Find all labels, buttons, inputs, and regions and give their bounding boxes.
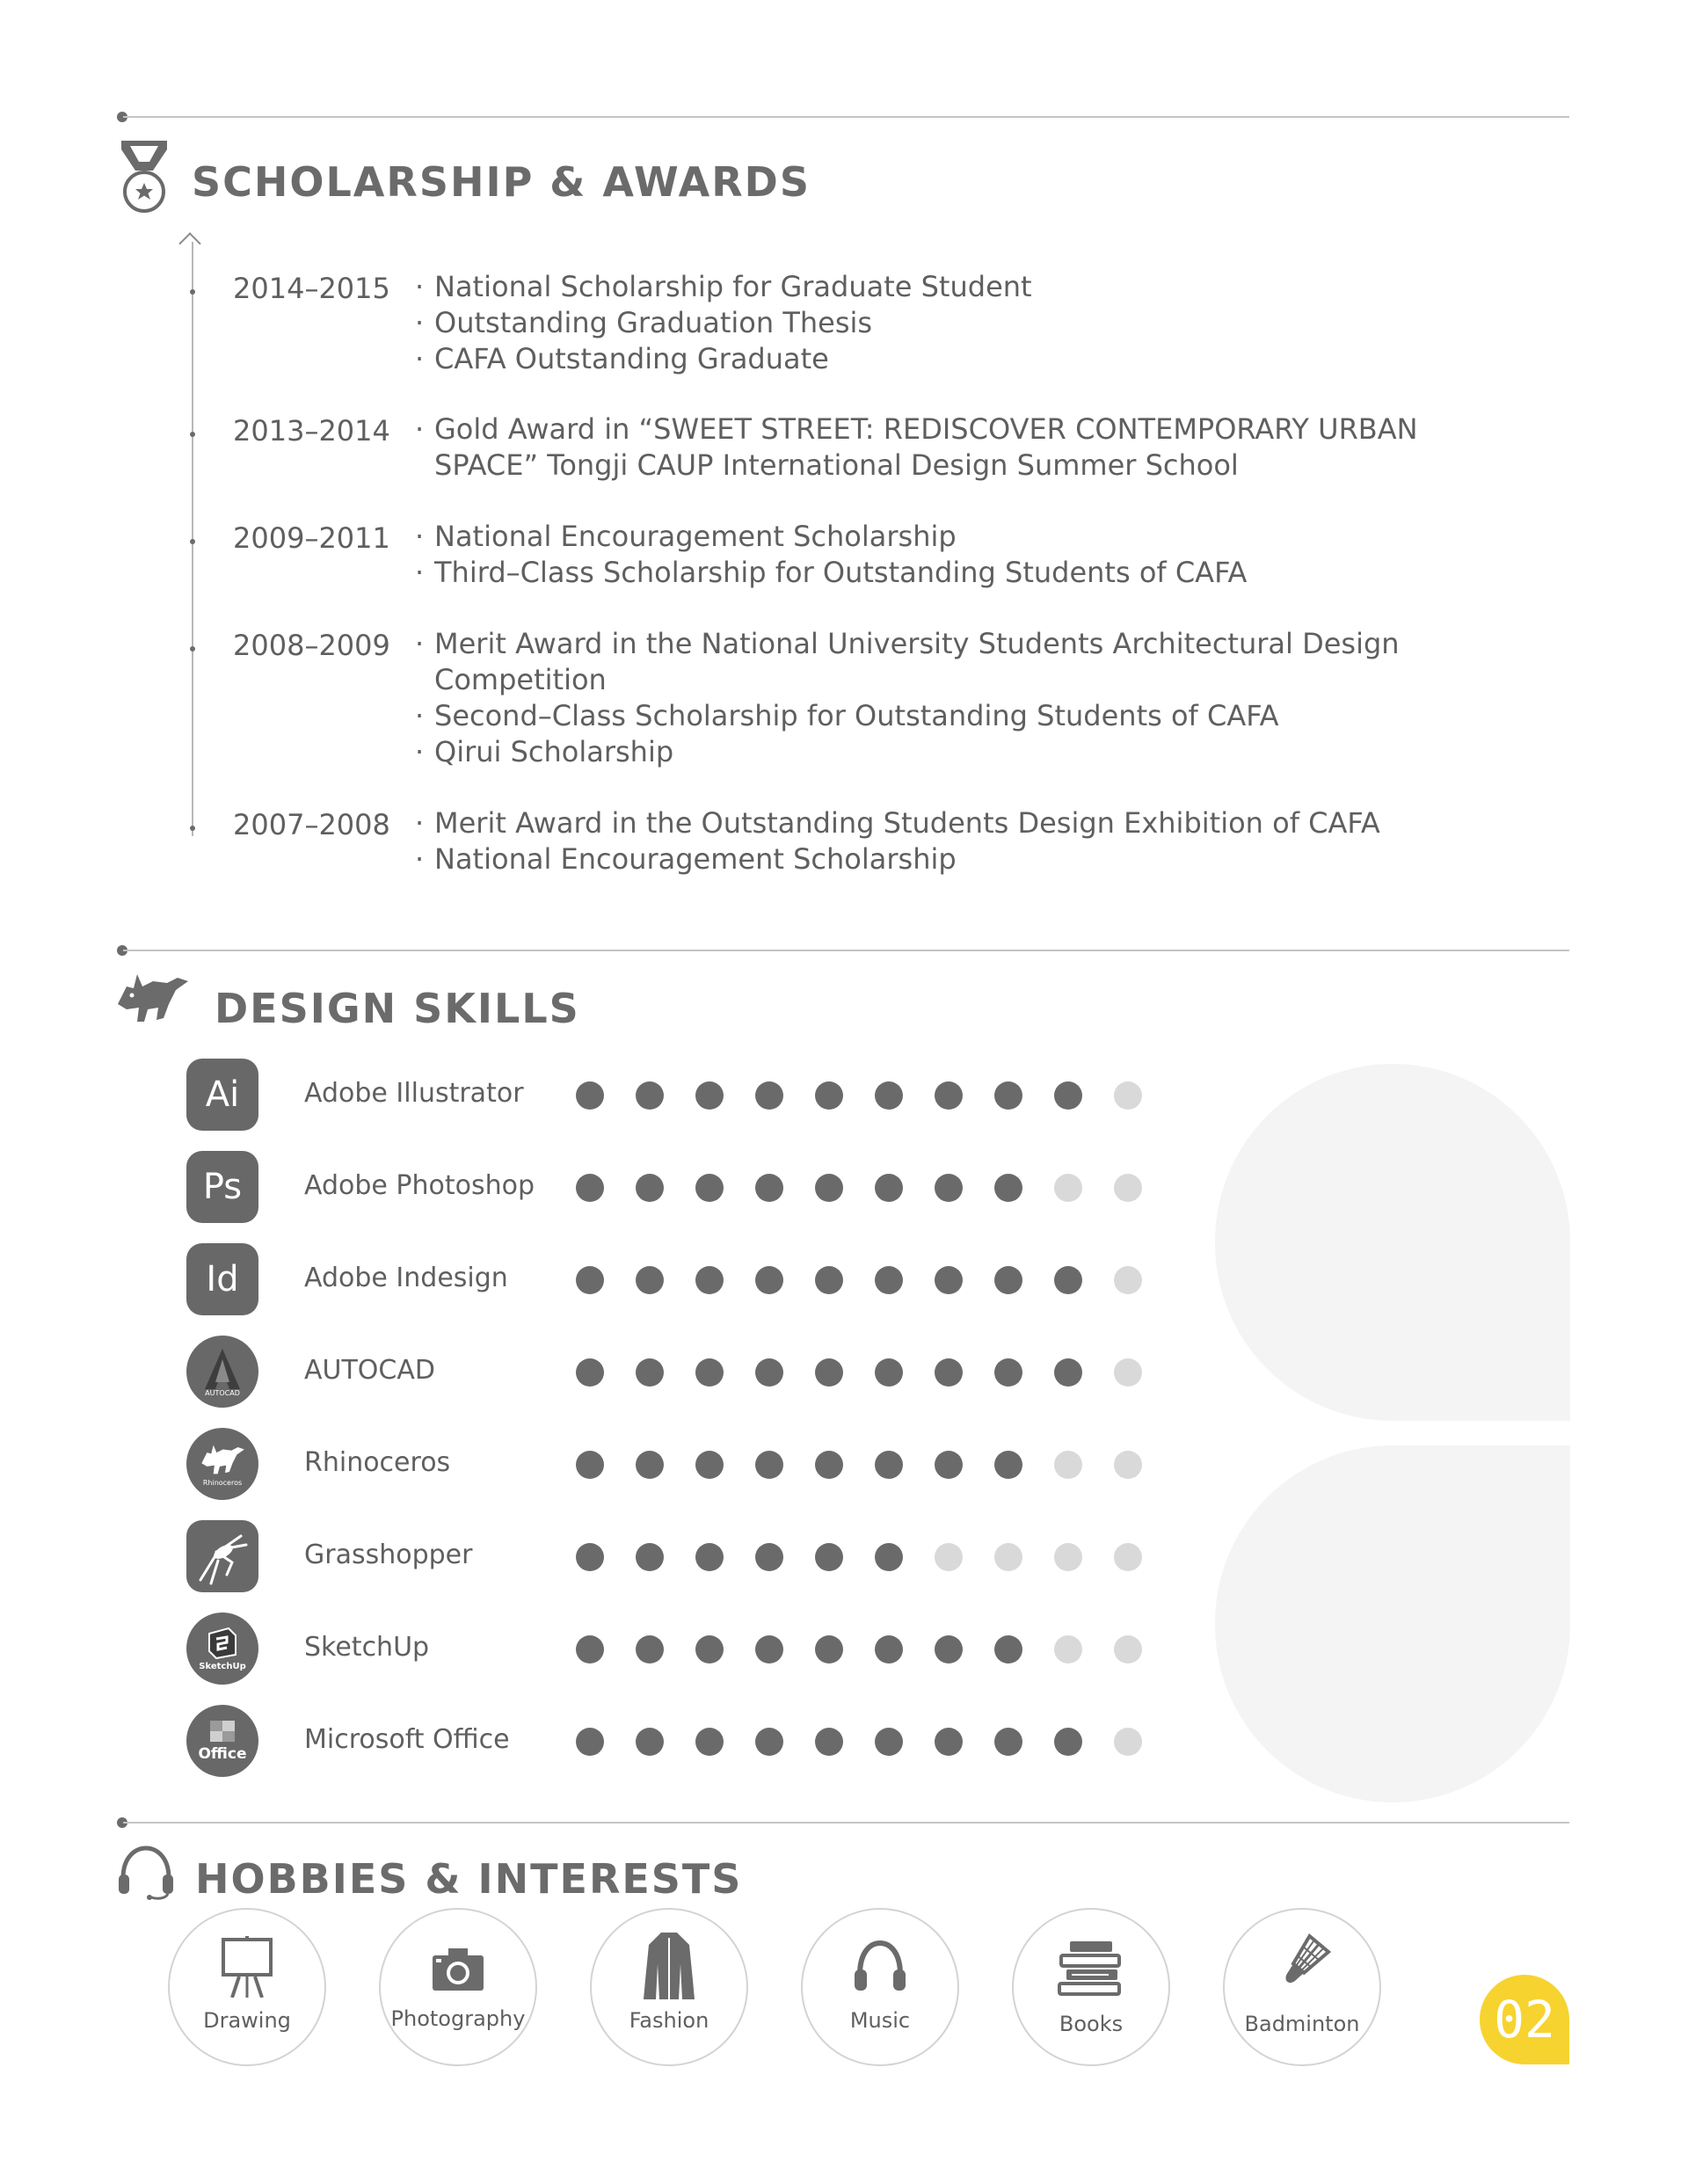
skill-row: [186, 1613, 1197, 1685]
skill-level: [576, 1451, 1142, 1479]
award-item: · National Scholarship for Graduate Student: [411, 269, 1510, 305]
level-dot-filled: [695, 1081, 724, 1110]
level-dot-filled: [755, 1266, 783, 1294]
level-dot-filled: [935, 1358, 963, 1387]
headset-icon: [116, 1845, 176, 1904]
level-dot-empty: [1114, 1081, 1142, 1110]
level-dot-filled: [695, 1451, 724, 1479]
level-dot-filled: [815, 1174, 843, 1202]
level-dot-filled: [815, 1543, 843, 1571]
awards-title: SCHOLARSHIP & AWARDS: [192, 158, 811, 206]
hobby-label: Drawing: [203, 2008, 291, 2033]
skills-title: DESIGN SKILLS: [215, 985, 580, 1032]
hobby-music: [801, 1908, 959, 2066]
icon-text: SketchUp: [199, 1661, 246, 1671]
level-dot-filled: [1054, 1266, 1082, 1294]
medal-icon: [118, 141, 171, 218]
timeline-arrow: [178, 232, 200, 254]
level-dot-filled: [755, 1543, 783, 1571]
timeline-bullet: [190, 289, 195, 295]
skill-level: [576, 1081, 1142, 1110]
level-dot-filled: [576, 1728, 604, 1756]
section-rule: [123, 116, 1569, 118]
level-dot-filled: [994, 1081, 1022, 1110]
level-dot-filled: [1054, 1358, 1082, 1387]
hobby-label: Books: [1059, 2012, 1124, 2036]
microsoft-office-icon: [186, 1705, 258, 1777]
hobby-label: Photography: [390, 2006, 526, 2031]
level-dot-filled: [994, 1635, 1022, 1663]
background-shape: [1215, 1064, 1570, 1421]
level-dot-filled: [636, 1451, 664, 1479]
level-dot-filled: [636, 1358, 664, 1387]
office-logo: [207, 1719, 238, 1745]
level-dot-filled: [994, 1174, 1022, 1202]
level-dot-filled: [755, 1451, 783, 1479]
award-list: [411, 269, 1510, 377]
section-rule: [123, 1822, 1569, 1824]
hobby-drawing: [168, 1908, 326, 2066]
level-dot-filled: [994, 1451, 1022, 1479]
level-dot-filled: [576, 1451, 604, 1479]
sketchup-icon: [186, 1613, 258, 1685]
award-years: 2007–2008: [233, 808, 390, 841]
level-dot-empty: [1114, 1451, 1142, 1479]
level-dot-filled: [695, 1266, 724, 1294]
adobe-indesign-icon: [186, 1243, 258, 1315]
award-item: · National Encouragement Scholarship: [411, 519, 1510, 555]
icon-text: Ps: [202, 1167, 243, 1207]
skill-level: [576, 1728, 1142, 1756]
headphones-icon: [803, 1936, 957, 1998]
page-number: 02: [1480, 1975, 1569, 2064]
hobby-label: Music: [849, 2008, 911, 2033]
books-icon: [1014, 1938, 1168, 1999]
award-years: 2013–2014: [233, 414, 390, 448]
rhino-logo: [198, 1442, 247, 1477]
rhino-icon: [114, 969, 190, 1030]
skill-row: [186, 1336, 1197, 1408]
level-dot-filled: [576, 1081, 604, 1110]
level-dot-filled: [815, 1266, 843, 1294]
hobby-badminton: [1223, 1908, 1381, 2066]
level-dot-filled: [636, 1635, 664, 1663]
level-dot-filled: [875, 1451, 903, 1479]
autocad-logo: [203, 1347, 242, 1391]
level-dot-filled: [755, 1635, 783, 1663]
level-dot-empty: [935, 1543, 963, 1571]
level-dot-empty: [1054, 1635, 1082, 1663]
award-years: 2009–2011: [233, 521, 390, 555]
award-years: 2014–2015: [233, 272, 390, 305]
skill-row: [186, 1243, 1197, 1315]
award-list: [411, 626, 1466, 770]
skill-row: [186, 1151, 1197, 1223]
hobby-books: [1012, 1908, 1170, 2066]
skill-level: [576, 1635, 1142, 1663]
skill-level: [576, 1543, 1142, 1571]
shuttlecock-icon: [1225, 1929, 1379, 1991]
level-dot-filled: [935, 1635, 963, 1663]
background-shape: [1215, 1445, 1570, 1802]
skill-name: Adobe Photoshop: [304, 1170, 535, 1201]
award-item: · Third–Class Scholarship for Outstanding Students of CAFA: [411, 555, 1510, 591]
level-dot-filled: [875, 1635, 903, 1663]
adobe-photoshop-icon: [186, 1151, 258, 1223]
level-dot-filled: [875, 1266, 903, 1294]
jacket-icon: [592, 1929, 746, 1991]
award-list: [411, 411, 1502, 484]
skill-name: Adobe Indesign: [304, 1263, 508, 1293]
level-dot-filled: [695, 1543, 724, 1571]
award-list: [411, 805, 1510, 877]
level-dot-empty: [1114, 1728, 1142, 1756]
level-dot-filled: [935, 1174, 963, 1202]
level-dot-filled: [695, 1635, 724, 1663]
skill-row: [186, 1059, 1197, 1131]
level-dot-empty: [1114, 1635, 1142, 1663]
level-dot-filled: [815, 1451, 843, 1479]
skill-name: Grasshopper: [304, 1540, 473, 1570]
level-dot-filled: [576, 1174, 604, 1202]
level-dot-filled: [994, 1266, 1022, 1294]
award-item: · National Encouragement Scholarship: [411, 841, 1510, 877]
level-dot-empty: [1054, 1451, 1082, 1479]
level-dot-filled: [1054, 1081, 1082, 1110]
skill-name: AUTOCAD: [304, 1355, 435, 1386]
hobby-label: Fashion: [629, 2008, 709, 2033]
section-rule: [123, 950, 1569, 951]
level-dot-filled: [636, 1266, 664, 1294]
skill-level: [576, 1358, 1142, 1387]
level-dot-filled: [875, 1081, 903, 1110]
level-dot-filled: [1054, 1728, 1082, 1756]
award-years: 2008–2009: [233, 629, 390, 662]
sketchup-logo: [206, 1627, 239, 1660]
skill-row: [186, 1428, 1197, 1500]
hobby-photography: [379, 1908, 537, 2066]
award-item: · Second–Class Scholarship for Outstanding Students of CAFA: [411, 698, 1466, 734]
level-dot-filled: [576, 1543, 604, 1571]
level-dot-filled: [994, 1358, 1022, 1387]
level-dot-filled: [755, 1358, 783, 1387]
level-dot-filled: [875, 1543, 903, 1571]
hobby-fashion: [590, 1908, 748, 2066]
level-dot-empty: [1114, 1543, 1142, 1571]
level-dot-filled: [875, 1174, 903, 1202]
camera-icon: [381, 1936, 535, 1998]
level-dot-filled: [935, 1451, 963, 1479]
award-list: [411, 519, 1510, 591]
skill-level: [576, 1266, 1142, 1294]
level-dot-filled: [576, 1635, 604, 1663]
skill-name: SketchUp: [304, 1632, 430, 1663]
level-dot-filled: [875, 1728, 903, 1756]
timeline-bullet: [190, 646, 195, 652]
level-dot-empty: [1114, 1174, 1142, 1202]
award-item: · Qirui Scholarship: [411, 734, 1466, 770]
level-dot-empty: [1054, 1543, 1082, 1571]
level-dot-filled: [755, 1081, 783, 1110]
timeline-bullet: [190, 826, 195, 831]
icon-text: AUTOCAD: [205, 1388, 240, 1397]
level-dot-filled: [576, 1266, 604, 1294]
level-dot-filled: [935, 1081, 963, 1110]
level-dot-filled: [695, 1728, 724, 1756]
skill-row: [186, 1705, 1197, 1777]
level-dot-filled: [815, 1728, 843, 1756]
level-dot-empty: [1054, 1174, 1082, 1202]
level-dot-empty: [1114, 1358, 1142, 1387]
adobe-illustrator-icon: [186, 1059, 258, 1131]
level-dot-filled: [935, 1728, 963, 1756]
skill-level: [576, 1174, 1142, 1202]
skill-name: Microsoft Office: [304, 1724, 510, 1755]
award-item: · Merit Award in the Outstanding Students Design Exhibition of CAFA: [411, 805, 1510, 841]
rhinoceros-icon: [186, 1428, 258, 1500]
skill-name: Adobe Illustrator: [304, 1078, 524, 1109]
easel-icon: [170, 1936, 324, 1998]
icon-text: Ai: [205, 1074, 240, 1115]
level-dot-filled: [815, 1081, 843, 1110]
level-dot-filled: [815, 1358, 843, 1387]
level-dot-filled: [636, 1728, 664, 1756]
level-dot-empty: [994, 1543, 1022, 1571]
timeline-bullet: [190, 432, 195, 437]
level-dot-filled: [994, 1728, 1022, 1756]
level-dot-empty: [1114, 1266, 1142, 1294]
hobby-label: Badminton: [1244, 2012, 1360, 2036]
level-dot-filled: [636, 1174, 664, 1202]
skill-row: [186, 1520, 1197, 1592]
grasshopper-icon: [186, 1520, 258, 1592]
level-dot-filled: [636, 1543, 664, 1571]
level-dot-filled: [576, 1358, 604, 1387]
award-item: · Outstanding Graduation Thesis: [411, 305, 1510, 341]
icon-text: Rhinoceros: [202, 1478, 243, 1487]
award-item: · Merit Award in the National University Students Architectural Design Competition: [411, 626, 1466, 698]
award-item: · Gold Award in “SWEET STREET: REDISCOVER CONTEMPORARY URBAN SPACE” Tongji CAUP International Design Summer School: [411, 411, 1502, 484]
level-dot-filled: [636, 1081, 664, 1110]
hobbies-title: HOBBIES & INTERESTS: [195, 1855, 743, 1903]
level-dot-filled: [815, 1635, 843, 1663]
icon-text: Id: [206, 1259, 239, 1299]
level-dot-filled: [755, 1728, 783, 1756]
skill-name: Rhinoceros: [304, 1447, 451, 1478]
level-dot-filled: [935, 1266, 963, 1294]
level-dot-filled: [695, 1174, 724, 1202]
timeline-bullet: [190, 539, 195, 544]
autocad-icon: [186, 1336, 258, 1408]
level-dot-filled: [875, 1358, 903, 1387]
level-dot-filled: [755, 1174, 783, 1202]
award-item: · CAFA Outstanding Graduate: [411, 341, 1510, 377]
icon-text: Office: [198, 1745, 247, 1763]
level-dot-filled: [695, 1358, 724, 1387]
